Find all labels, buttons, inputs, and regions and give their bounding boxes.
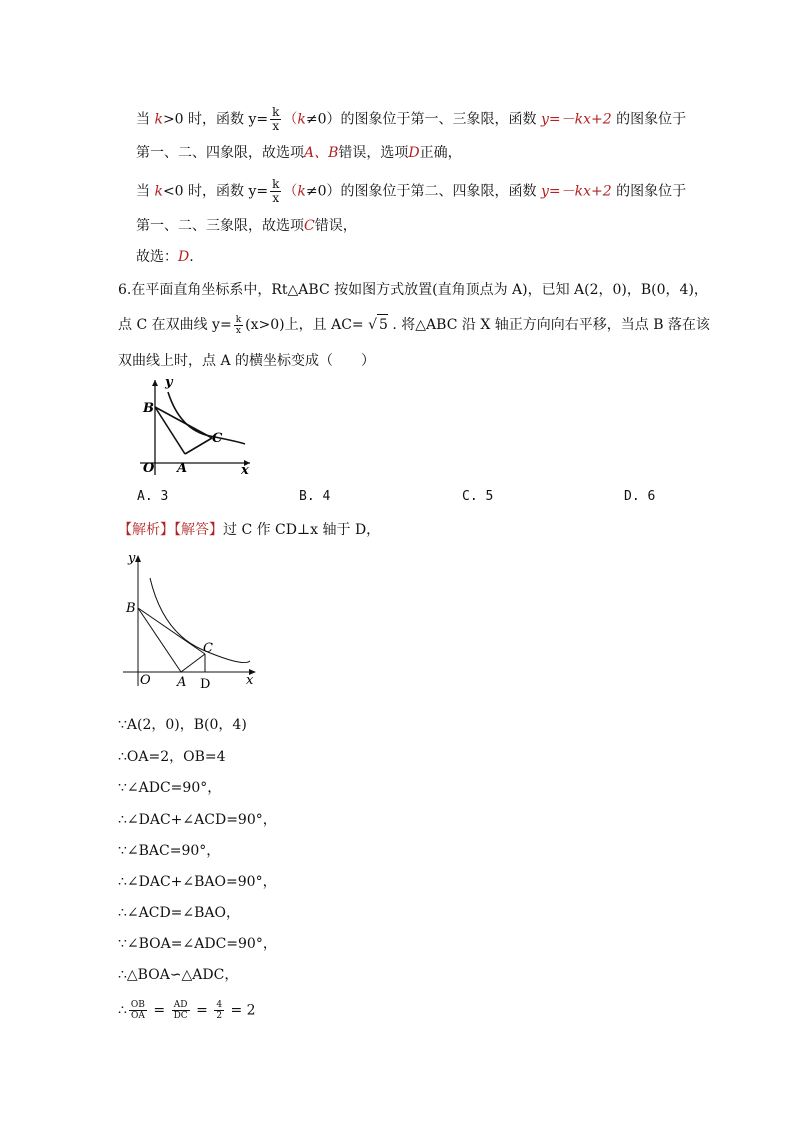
label-c: C xyxy=(212,431,223,446)
label-b: B xyxy=(143,401,154,416)
segment-ac xyxy=(181,654,205,672)
fraction-4-over-2: $\frac{4}{2}$ xyxy=(216,1000,223,1021)
prev-line-1: 当 k>0 时，函数 y= $\frac{k}{x}$ （k≠0）的图象位于第一、三象限，函数 y=－kx+2 的图象位于 xyxy=(136,105,687,133)
label-a: A xyxy=(177,461,188,476)
solution-heading: 【解析】【解答】过 C 作 CD⊥x 轴于 D， xyxy=(118,522,381,538)
label-b: B xyxy=(126,601,136,616)
label-o: O xyxy=(140,673,151,688)
solution-step: ∴OA=2，OB=4 xyxy=(118,749,226,765)
fraction-ad-over-dc: $\frac{AD}{DC}$ xyxy=(173,1000,188,1021)
sqrt-symbol: √ xyxy=(368,317,378,333)
hyperbola-curve xyxy=(168,392,245,444)
solution-step: ∴∠DAC+∠ACD=90°， xyxy=(118,812,277,828)
label-y: y xyxy=(128,551,136,566)
label-d: D xyxy=(200,677,211,692)
hyperbola-curve xyxy=(150,578,250,663)
solution-step: ∵A(2，0)，B(0，4) xyxy=(118,717,247,733)
label-y: y xyxy=(165,375,173,390)
fraction-ob-over-oa: $\frac{OB}{OA}$ xyxy=(130,1000,145,1021)
solution-step: ∴∠ACD=∠BAO， xyxy=(118,905,241,921)
question-6-line-2: 点 C 在双曲线 y= $\frac{k}{x}$ (x>0)上，且 AC= √ 5 . 将△ABC 沿 X 轴正方向向右平移，当点 B 落在该 xyxy=(118,314,710,336)
segment-bc xyxy=(155,407,212,438)
segment-ba xyxy=(138,608,181,672)
prev-line-5: 故选：D. xyxy=(136,249,194,265)
solution-step: ∵∠BAC=90°， xyxy=(118,843,221,859)
segment-ac xyxy=(185,438,212,454)
solution-figure xyxy=(118,548,263,693)
choice-b: B. 4 xyxy=(299,489,331,504)
prev-line-4: 第一、二、三象限，故选项C错误， xyxy=(136,218,357,234)
solution-step: ∴△BOA∽△ADC， xyxy=(118,967,239,983)
question-6-line-3: 双曲线上时，点 A 的横坐标变成（ ） xyxy=(118,353,376,369)
solution-step: ∵∠ADC=90°， xyxy=(118,780,222,796)
question-6-line-1: 6.在平面直角坐标系中，Rt△ABC 按如图方式放置(直角顶点为 A)，已知 A(2，0)，B(0，4)， xyxy=(118,282,708,298)
solution-step: ∵∠BOA=∠ADC=90°， xyxy=(118,936,277,952)
segment-ba xyxy=(155,407,185,454)
solution-step: ∴∠DAC+∠BAO=90°， xyxy=(118,874,277,890)
prev-line-2: 第一、二、四象限，故选项A、B错误，选项D正确， xyxy=(136,145,462,161)
label-x: x xyxy=(241,463,249,478)
fraction-k-over-x: $\frac{k}{x}$ xyxy=(272,105,280,133)
choice-c: C. 5 xyxy=(462,489,494,504)
label-x: x xyxy=(246,673,254,688)
y-axis-arrow xyxy=(152,380,158,386)
fraction-k-over-x: $\frac{k}{x}$ xyxy=(235,314,242,336)
fraction-k-over-x: $\frac{k}{x}$ xyxy=(272,177,280,205)
label-a: A xyxy=(177,675,187,690)
solution-final-ratio: ∴ $\frac{OB}{OA}$ = $\frac{AD}{DC}$ = $\frac{4}{2}$ = 2 xyxy=(118,1000,256,1021)
question-figure xyxy=(135,370,265,480)
solution-tag: 【解析】【解答】 xyxy=(118,522,223,538)
label-c: C xyxy=(203,641,213,656)
label-o: O xyxy=(143,461,155,476)
prev-line-3: 当 k<0 时，函数 y= $\frac{k}{x}$ （k≠0）的图象位于第二、四象限，函数 y=－kx+2 的图象位于 xyxy=(136,177,687,205)
choice-d: D. 6 xyxy=(624,489,656,504)
choice-a: A. 3 xyxy=(137,489,169,504)
segment-bc xyxy=(138,608,205,654)
y-axis-arrow xyxy=(135,555,141,562)
